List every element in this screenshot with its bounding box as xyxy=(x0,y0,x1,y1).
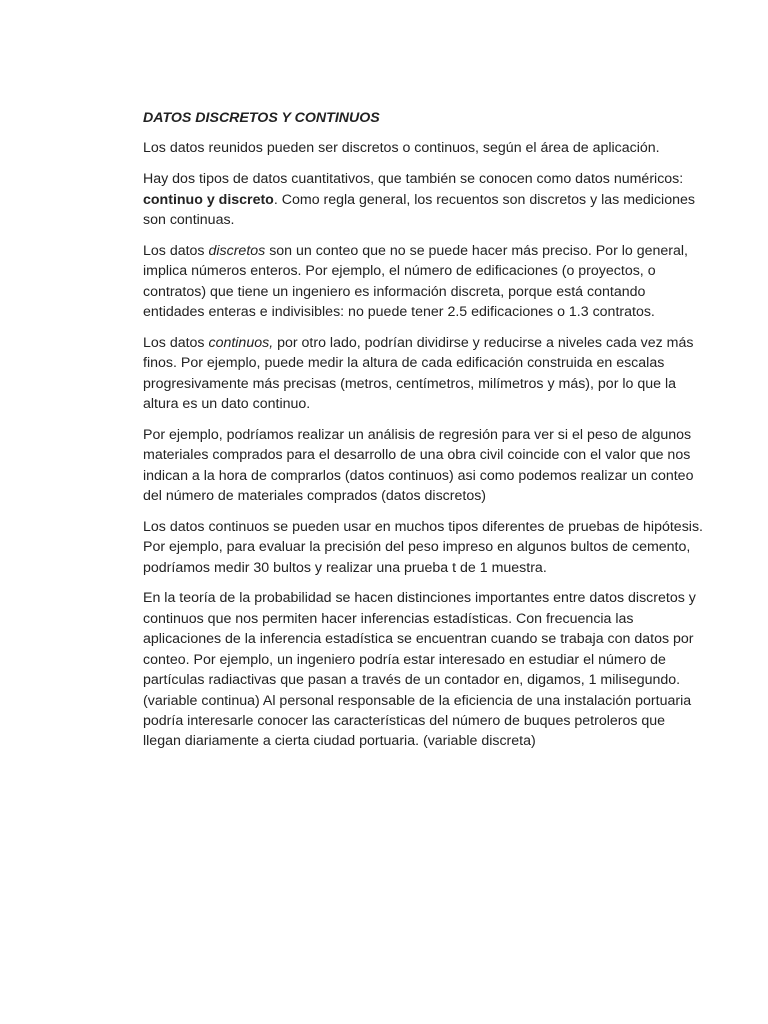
paragraph-3 xyxy=(143,241,703,323)
paragraph-3-italic-text: discretos xyxy=(208,242,266,259)
paragraph-2 xyxy=(143,169,703,230)
paragraph-2-text-after: . Como regla general, los recuentos son discretos y las mediciones son continuas. xyxy=(143,191,695,229)
paragraph-2-text-before: Hay dos tipos de datos cuantitativos, que también se conocen como datos numéricos: xyxy=(143,171,684,188)
paragraph-3-text-before: Los datos xyxy=(143,242,209,259)
paragraph-3-text-after: son un conteo que no se puede hacer más preciso. Por lo general, implica números enteros. Por ejemplo, el número de edificaciones (o proyectos, o contratos) que tiene un ingeniero es información discreta, porque está contando entidades enteras e indivisibles: no puede tener 2.5 edificaciones o 1.3 contratos. xyxy=(143,242,688,321)
paragraph-2-bold-text: continuo y discreto xyxy=(143,191,274,208)
paragraph-5: Por ejemplo, podríamos realizar un análisis de regresión para ver si el peso de algunos materiales comprados para el desarrollo de una obra civil coincide con el valor que nos indican a la hora de comprarlos (datos continuos) asi como podemos realizar un conteo del número de materiales comprados (datos discretos) xyxy=(143,426,694,505)
paragraph-7: En la teoría de la probabilidad se hacen distinciones importantes entre datos discretos y continuos que nos permiten hacer inferencias estadísticas. Con frecuencia las aplicaciones de la inferencia estadística se encuentran cuando se trabaja con datos por conteo. Por ejemplo, un ingeniero podría estar interesado en estudiar el número de partículas radiactivas que pasan a través de un contador en, digamos, 1 milisegundo. (variable continua) Al personal responsable de la eficiencia de una instalación portuaria podría interesarle conocer las características del número de buques petroleros que llegan diariamente a cierta ciudad portuaria. (variable discreta) xyxy=(143,590,696,750)
document-page xyxy=(143,108,703,762)
paragraph-4 xyxy=(143,333,703,415)
document-title: DATOS DISCRETOS Y CONTINUOS xyxy=(143,110,380,126)
paragraph-6: Los datos continuos se pueden usar en muchos tipos diferentes de pruebas de hipótesis. Por ejemplo, para evaluar la precisión del peso impreso en algunos bultos de cemento, podríamos medir 30 bultos y realizar una prueba t de 1 muestra. xyxy=(143,518,703,576)
paragraph-4-text-after: por otro lado, podrían dividirse y reducirse a niveles cada vez más finos. Por ejemplo, puede medir la altura de cada edificación construida en escalas progresivamente más precisas (metros, centímetros, milímetros y más), por lo que la altura es un dato continuo. xyxy=(143,334,694,413)
paragraph-1: Los datos reunidos pueden ser discretos o continuos, según el área de aplicación. xyxy=(143,140,660,157)
paragraph-4-text-before: Los datos xyxy=(143,334,209,351)
paragraph-4-italic-text: continuos, xyxy=(208,334,274,351)
